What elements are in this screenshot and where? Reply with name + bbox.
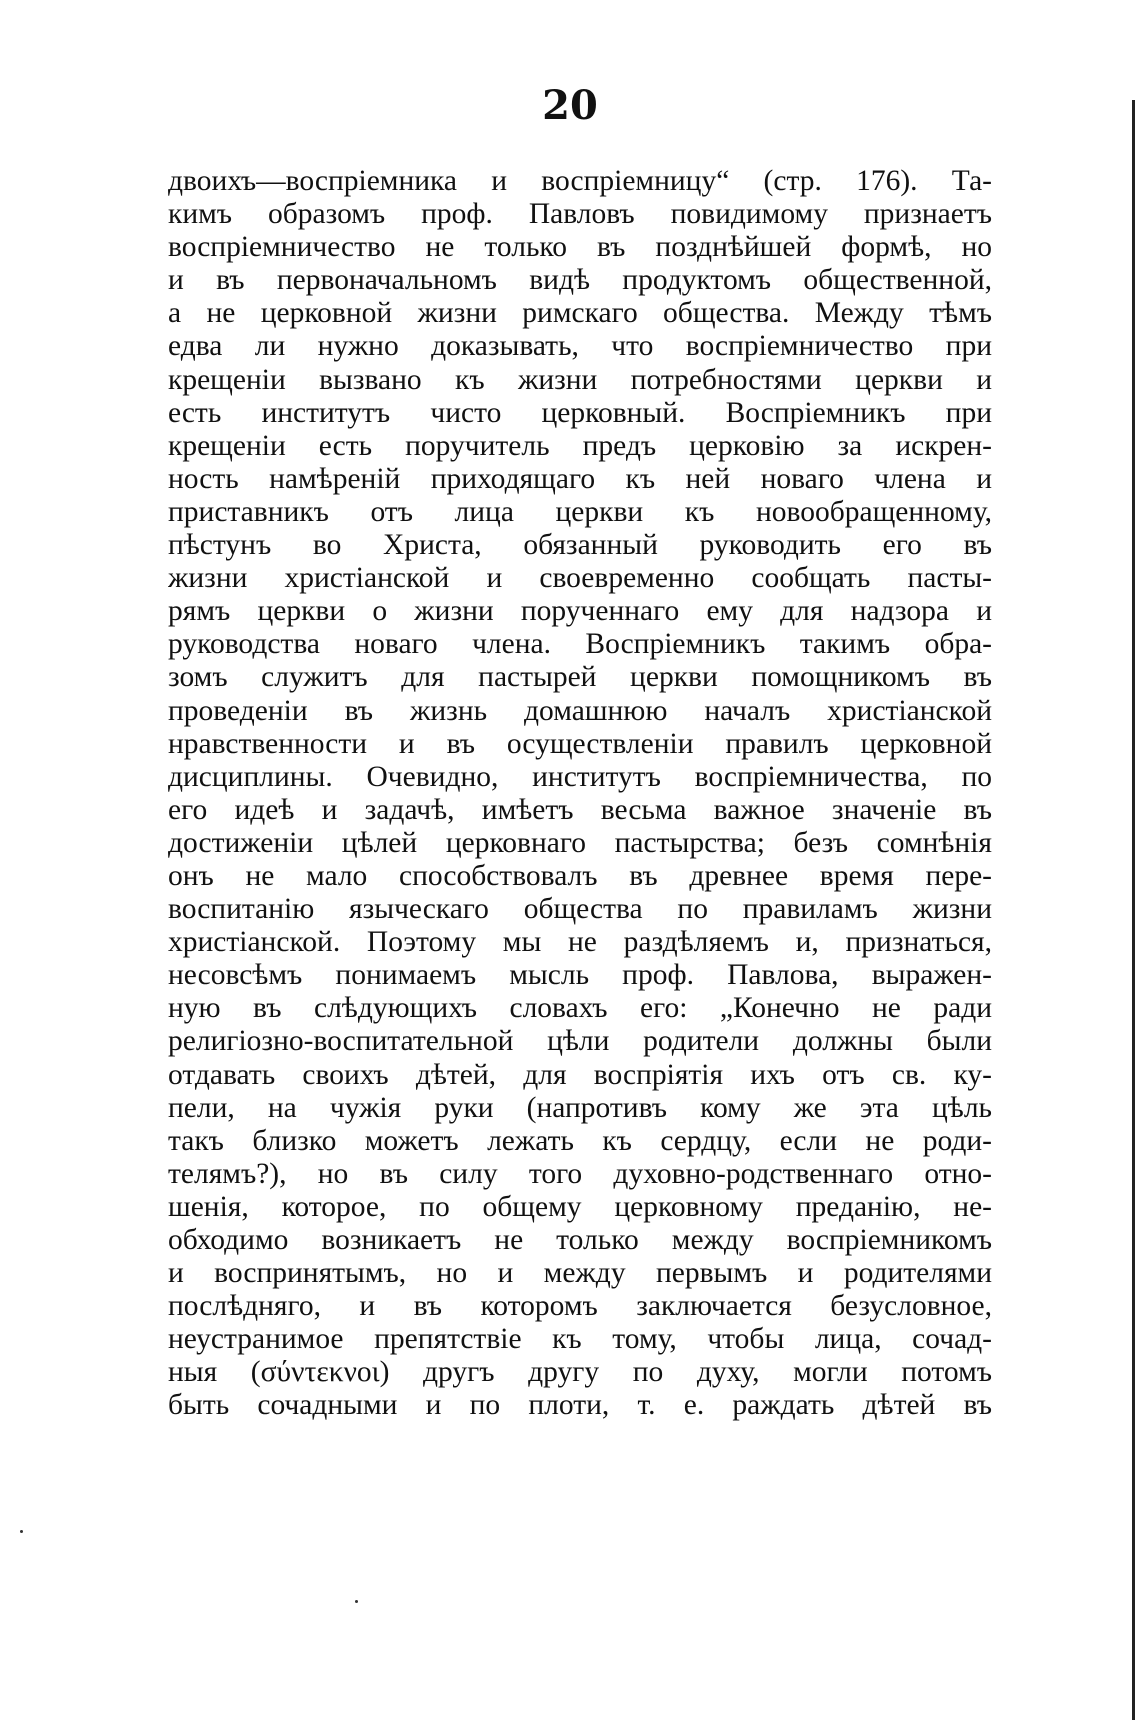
page-number: 20 [542, 82, 598, 129]
text-line: христіанской. Поэтому мы не раздѣляемъ и, признаться, [168, 926, 992, 959]
scan-speck [355, 1600, 358, 1603]
text-line: ность намѣреній приходящаго къ ней новаго члена и [168, 462, 992, 495]
scan-edge-rule [1132, 100, 1135, 1720]
text-line: нравственности и въ осуществленіи правилъ церковной [168, 727, 992, 760]
text-line: проведеніи въ жизнь домашнюю началъ христіанской [168, 694, 992, 727]
text-line: рямъ церкви о жизни порученнаго ему для надзора и [168, 595, 992, 628]
text-line: руководства новаго члена. Воспріемникъ такимъ обра- [168, 628, 992, 661]
text-line: отдавать своихъ дѣтей, для воспріятія ихъ отъ св. ку- [168, 1058, 992, 1091]
text-line: онъ не мало способствовалъ въ древнее время пере- [168, 859, 992, 892]
text-line: и въ первоначальномъ видѣ продуктомъ общественной, [168, 264, 992, 297]
text-line: а не церковной жизни римскаго общества. Между тѣмъ [168, 297, 992, 330]
text-line: послѣдняго, и въ которомъ заключается безусловное, [168, 1290, 992, 1323]
text-line: обходимо возникаетъ не только между воспріемникомъ [168, 1224, 992, 1256]
text-line: едва ли нужно доказывать, что воспріемничество при [168, 330, 992, 363]
scan-speck [20, 1530, 23, 1533]
text-line: и воспринятымъ, но и между первымъ и родителями [168, 1257, 992, 1290]
text-line: пели, на чужія руки (напротивъ кому же эта цѣль [168, 1091, 992, 1124]
text-line: дисциплины. Очевидно, институтъ воспріемничества, по [168, 760, 992, 793]
text-line: приставникъ отъ лица церкви къ новообращенному, [168, 495, 992, 528]
text-line: его идеѣ и задачѣ, имѣетъ весьма важное значеніе въ [168, 793, 992, 826]
text-line: двоихъ—воспріемника и воспріемницу“ (стр. 176). Та- [168, 165, 992, 197]
text-line: достиженіи цѣлей церковнаго пастырства; безъ сомнѣнія [168, 826, 992, 859]
text-line: кимъ образомъ проф. Павловъ повидимому признаетъ [168, 198, 992, 231]
text-line: несовсѣмъ понимаемъ мысль проф. Павлова, выражен- [168, 959, 992, 992]
text-line: ныя (σύντεκνοι) другъ другу по духу, могли потомъ [168, 1356, 992, 1389]
text-line: религіозно-воспитательной цѣли родители должны были [168, 1025, 992, 1058]
text-line: пѣстунъ во Христа, обязанный руководить его въ [168, 529, 992, 562]
text-line: воспріемничество не только въ позднѣйшей формѣ, но [168, 231, 992, 264]
text-line: воспитанію языческаго общества по правиламъ жизни [168, 893, 992, 926]
text-line: есть институтъ чисто церковный. Воспріемникъ при [168, 396, 992, 429]
text-line: шенія, которое, по общему церковному преданію, не- [168, 1190, 992, 1223]
body-text [168, 165, 992, 1423]
text-line: крещеніи вызвано къ жизни потребностями церкви и [168, 363, 992, 396]
text-line: зомъ служитъ для пастырей церкви помощникомъ въ [168, 661, 992, 694]
text-line: такъ близко можетъ лежать къ сердцу, если не роди- [168, 1124, 992, 1157]
text-line: неустранимое препятствіе къ тому, чтобы лица, сочад- [168, 1323, 992, 1356]
text-line: жизни христіанской и своевременно сообщать пасты- [168, 562, 992, 595]
text-line: быть сочадными и по плоти, т. е. раждать дѣтей въ [168, 1389, 992, 1422]
text-line: крещеніи есть поручитель предъ церковію за искрен- [168, 429, 992, 462]
text-line: телямъ?), но въ силу того духовно-родственнаго отно- [168, 1157, 992, 1190]
text-line: ную въ слѣдующихъ словахъ его: „Конечно не ради [168, 992, 992, 1025]
